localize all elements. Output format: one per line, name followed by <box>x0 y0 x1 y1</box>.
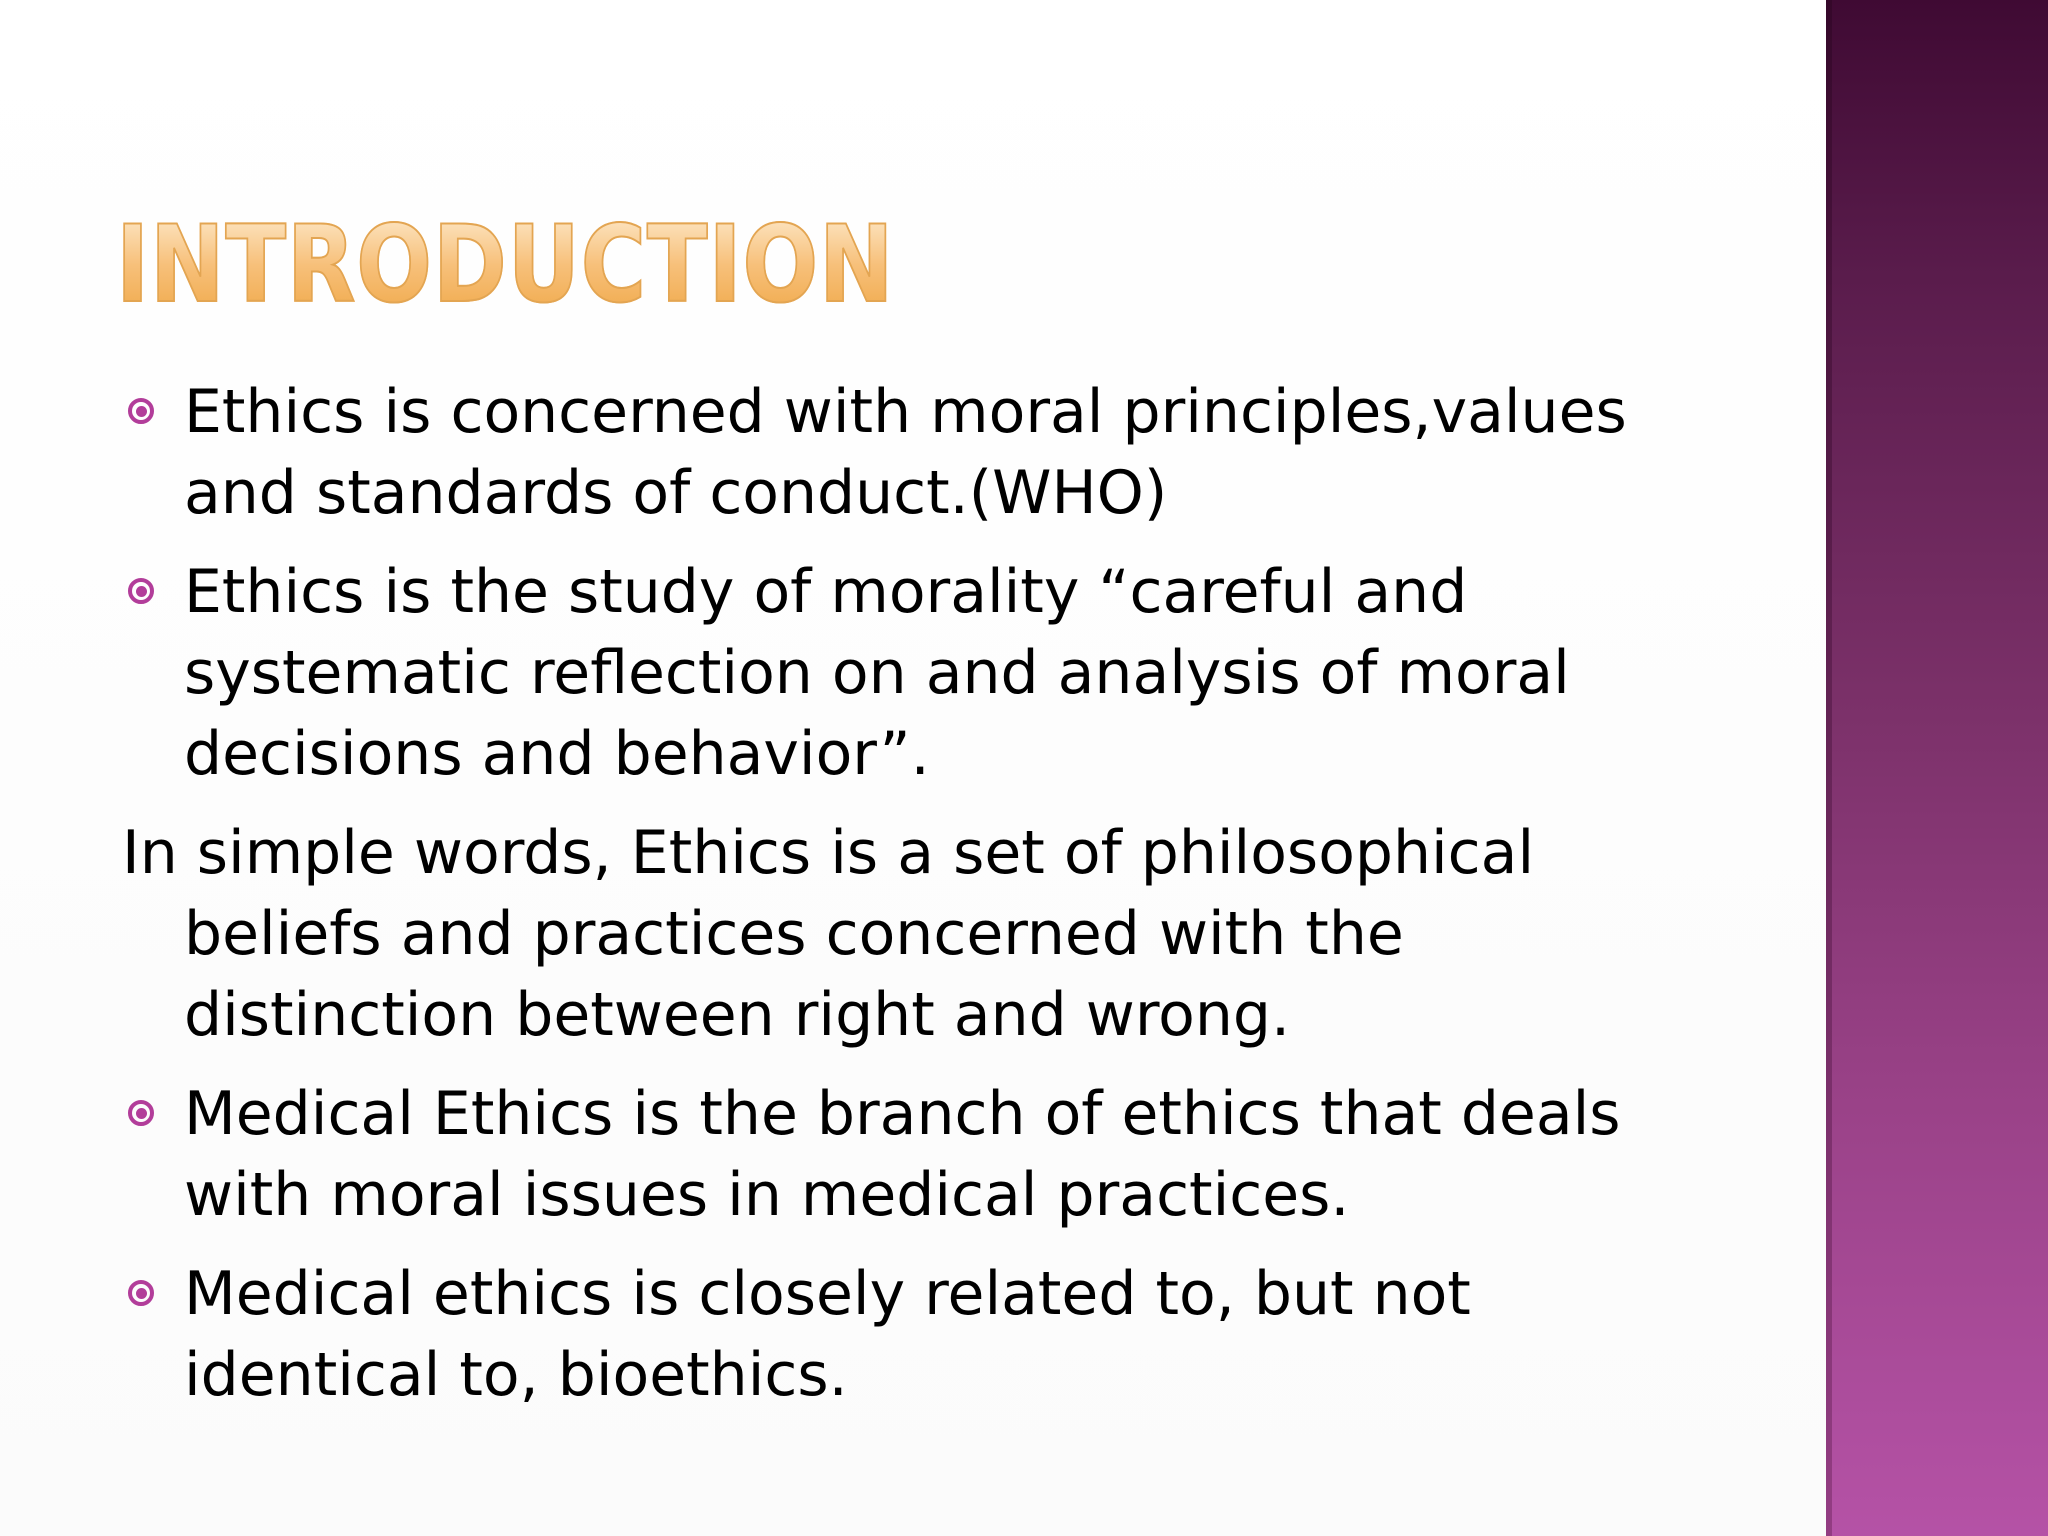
list-item-text: Ethics is concerned with moral principles,values and standards of conduct.(WHO) <box>184 377 1627 528</box>
list-item-text: In simple words, Ethics is a set of philosophical beliefs and practices concerned with the distinction between right and wrong. <box>122 818 1535 1050</box>
list-item-text: Medical ethics is closely related to, but not identical to, bioethics. <box>184 1259 1471 1410</box>
list-item-text: Ethics is the study of morality “careful and systematic reflection on and analysis of moral decisions and behavior”. <box>184 557 1570 789</box>
list-item <box>120 813 1720 1056</box>
bullet-circle-icon <box>128 1100 154 1126</box>
bullet-circle-icon <box>128 398 154 424</box>
bullet-circle-icon <box>128 578 154 604</box>
slide-title: INTRODUCTION <box>116 203 895 326</box>
list-item <box>120 1074 1720 1236</box>
list-item <box>120 372 1720 534</box>
list-item-text: Medical Ethics is the branch of ethics that deals with moral issues in medical practices. <box>184 1079 1621 1230</box>
bullet-circle-icon <box>128 1280 154 1306</box>
list-item <box>120 1254 1720 1416</box>
decorative-side-bar <box>1826 0 2048 1536</box>
slide-content-list <box>120 372 1720 1434</box>
list-item <box>120 552 1720 795</box>
